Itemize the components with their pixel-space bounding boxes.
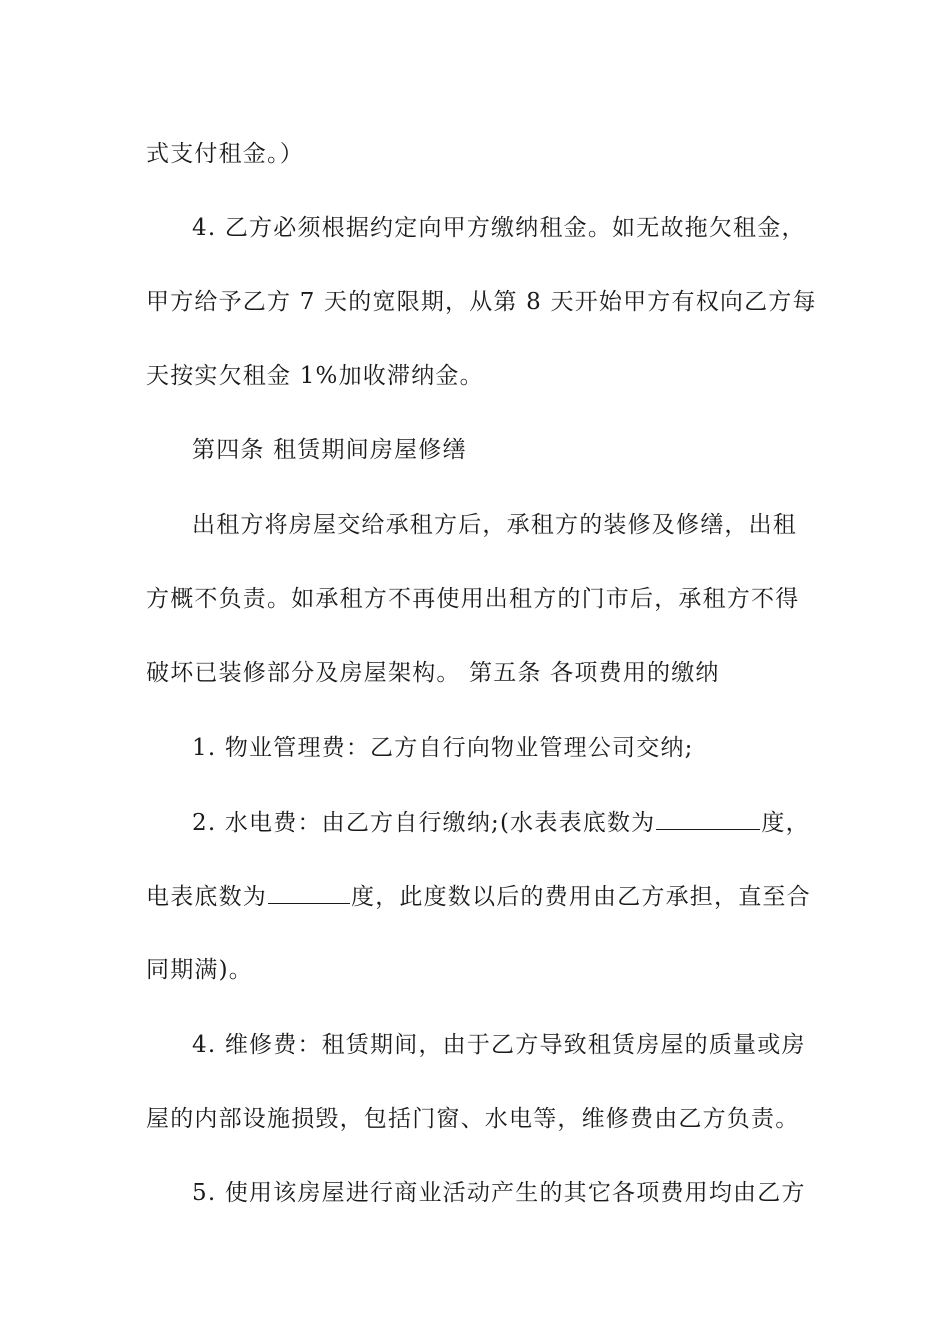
electric-meter-line [146,881,811,912]
text-line-9: 1. 物业管理费：乙方自行向物业管理公司交纳; [192,735,694,761]
text-line-12: 同期满)。 [146,957,253,983]
text-line-2: 4. 乙方必须根据约定向甲方缴纳租金。如无故拖欠租金， [192,215,806,241]
text-line-3: 甲方给予乙方 7 天的宽限期，从第 8 天开始甲方有权向乙方每 [146,289,817,315]
water-meter-line [192,807,810,838]
text-line-15: 5. 使用该房屋进行商业活动产生的其它各项费用均由乙方 [192,1180,806,1206]
water-meter-text: 2. 水电费：由乙方自行缴纳;(水表表底数为 [192,810,656,836]
text-line-13: 4. 维修费：租赁期间，由于乙方导致租赁房屋的质量或房 [192,1032,806,1058]
electric-meter-tail: 度，此度数以后的费用由乙方承担，直至合 [351,884,811,910]
water-meter-unit: 度， [761,810,810,836]
text-line-8: 破坏已装修部分及房屋架构。 第五条 各项费用的缴纳 [146,660,720,686]
text-line-6: 出租方将房屋交给承租方后，承租方的装修及修缮，出租 [192,512,797,538]
section-heading-article-4: 第四条 租赁期间房屋修缮 [192,437,467,463]
electric-meter-text: 电表底数为 [146,884,267,910]
electric-meter-blank [268,881,350,904]
text-line-1: 式支付租金。） [146,141,304,167]
text-line-7: 方概不负责。如承租方不再使用出租方的门市后，承租方不得 [146,586,800,612]
text-line-4: 天按实欠租金 1%加收滞纳金。 [146,363,484,389]
water-meter-blank [656,807,760,830]
text-line-14: 屋的内部设施损毁，包括门窗、水电等，维修费由乙方负责。 [146,1106,800,1132]
